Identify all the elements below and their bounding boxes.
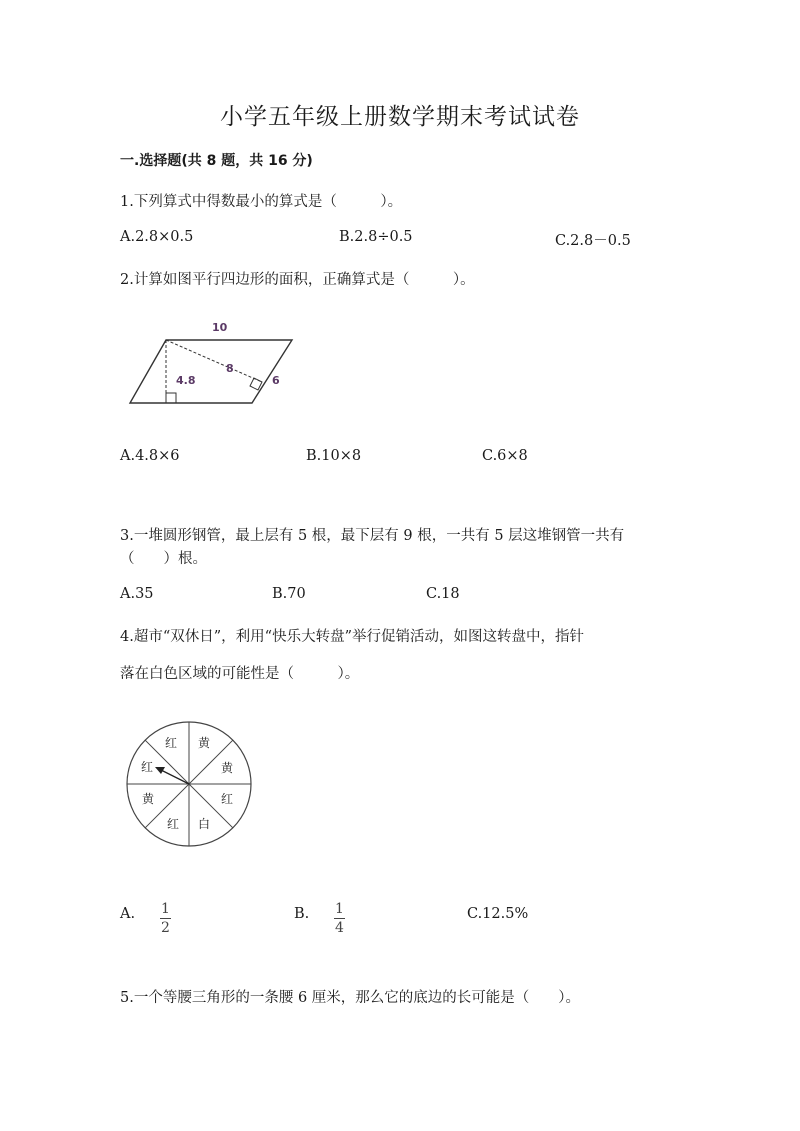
fraction-bar [160,918,171,919]
section-heading: 一.选择题(共 8 题，共 16 分) [120,153,313,169]
q1-option-c: C.2.8－0.5 [555,233,631,249]
q3-option-a: A.35 [120,586,154,602]
parallelogram-figure [120,310,310,410]
question-1: 1.下列算式中得数最小的算式是（ ）。 [120,194,403,210]
wheel-sector-5: 红 [166,817,180,831]
label-height: 4.8 [176,374,196,387]
right-angle-mark-bottom [166,393,176,403]
q1-option-a: A.2.8×0.5 [120,229,194,245]
wheel-sector-1: 黄 [197,736,211,750]
pointer-line [161,770,189,784]
pointer-arrow-icon [155,767,165,774]
spinner-wheel-figure [120,715,260,855]
fraction-denominator: 4 [335,920,344,936]
q4-option-a-label: A. [120,906,136,922]
wheel-sector-6: 黄 [141,792,155,806]
parallelogram-shape [130,340,292,403]
q4-option-a-fraction [160,901,171,936]
q4-option-c: C.12.5% [467,906,529,922]
right-angle-mark-side [250,378,262,390]
fraction-numerator: 1 [161,901,170,917]
fraction-bar [334,918,345,919]
q1-option-b: B.2.8÷0.5 [339,229,413,245]
wheel-sector-3: 红 [220,792,234,806]
q2-option-a: A.4.8×6 [120,448,180,464]
wheel-sector-8: 红 [164,736,178,750]
label-diagonal: 8 [226,362,234,375]
question-2: 2.计算如图平行四边形的面积，正确算式是（ ）。 [120,272,475,288]
q2-option-c: C.6×8 [482,448,528,464]
q3-option-c: C.18 [426,586,460,602]
wheel-sector-7: 红 [140,760,154,774]
q2-option-b: B.10×8 [306,448,362,464]
wheel-sector-4: 白 [197,817,211,831]
q4-option-b-label: B. [294,906,310,922]
question-4-line-1: 4.超市“双休日”，利用“快乐大转盘”举行促销活动，如图这转盘中，指针 [120,629,584,645]
fraction-denominator: 2 [161,920,170,936]
question-5: 5.一个等腰三角形的一条腰 6 厘米，那么它的底边的长可能是（ ）。 [120,990,581,1006]
exam-title: 小学五年级上册数学期末考试试卷 [220,104,580,130]
fraction-numerator: 1 [335,901,344,917]
wheel-sector-2: 黄 [220,761,234,775]
question-3-line-1: 3.一堆圆形钢管，最上层有 5 根，最下层有 9 根，一共有 5 层这堆钢管一共有 [120,528,625,544]
question-3-line-2: （ ）根。 [120,551,207,567]
question-4-line-2: 落在白色区域的可能性是（ ）。 [120,666,360,682]
label-side: 6 [272,374,280,387]
q4-option-b-fraction [334,901,345,936]
q3-option-b: B.70 [272,586,306,602]
label-top: 10 [212,321,228,334]
